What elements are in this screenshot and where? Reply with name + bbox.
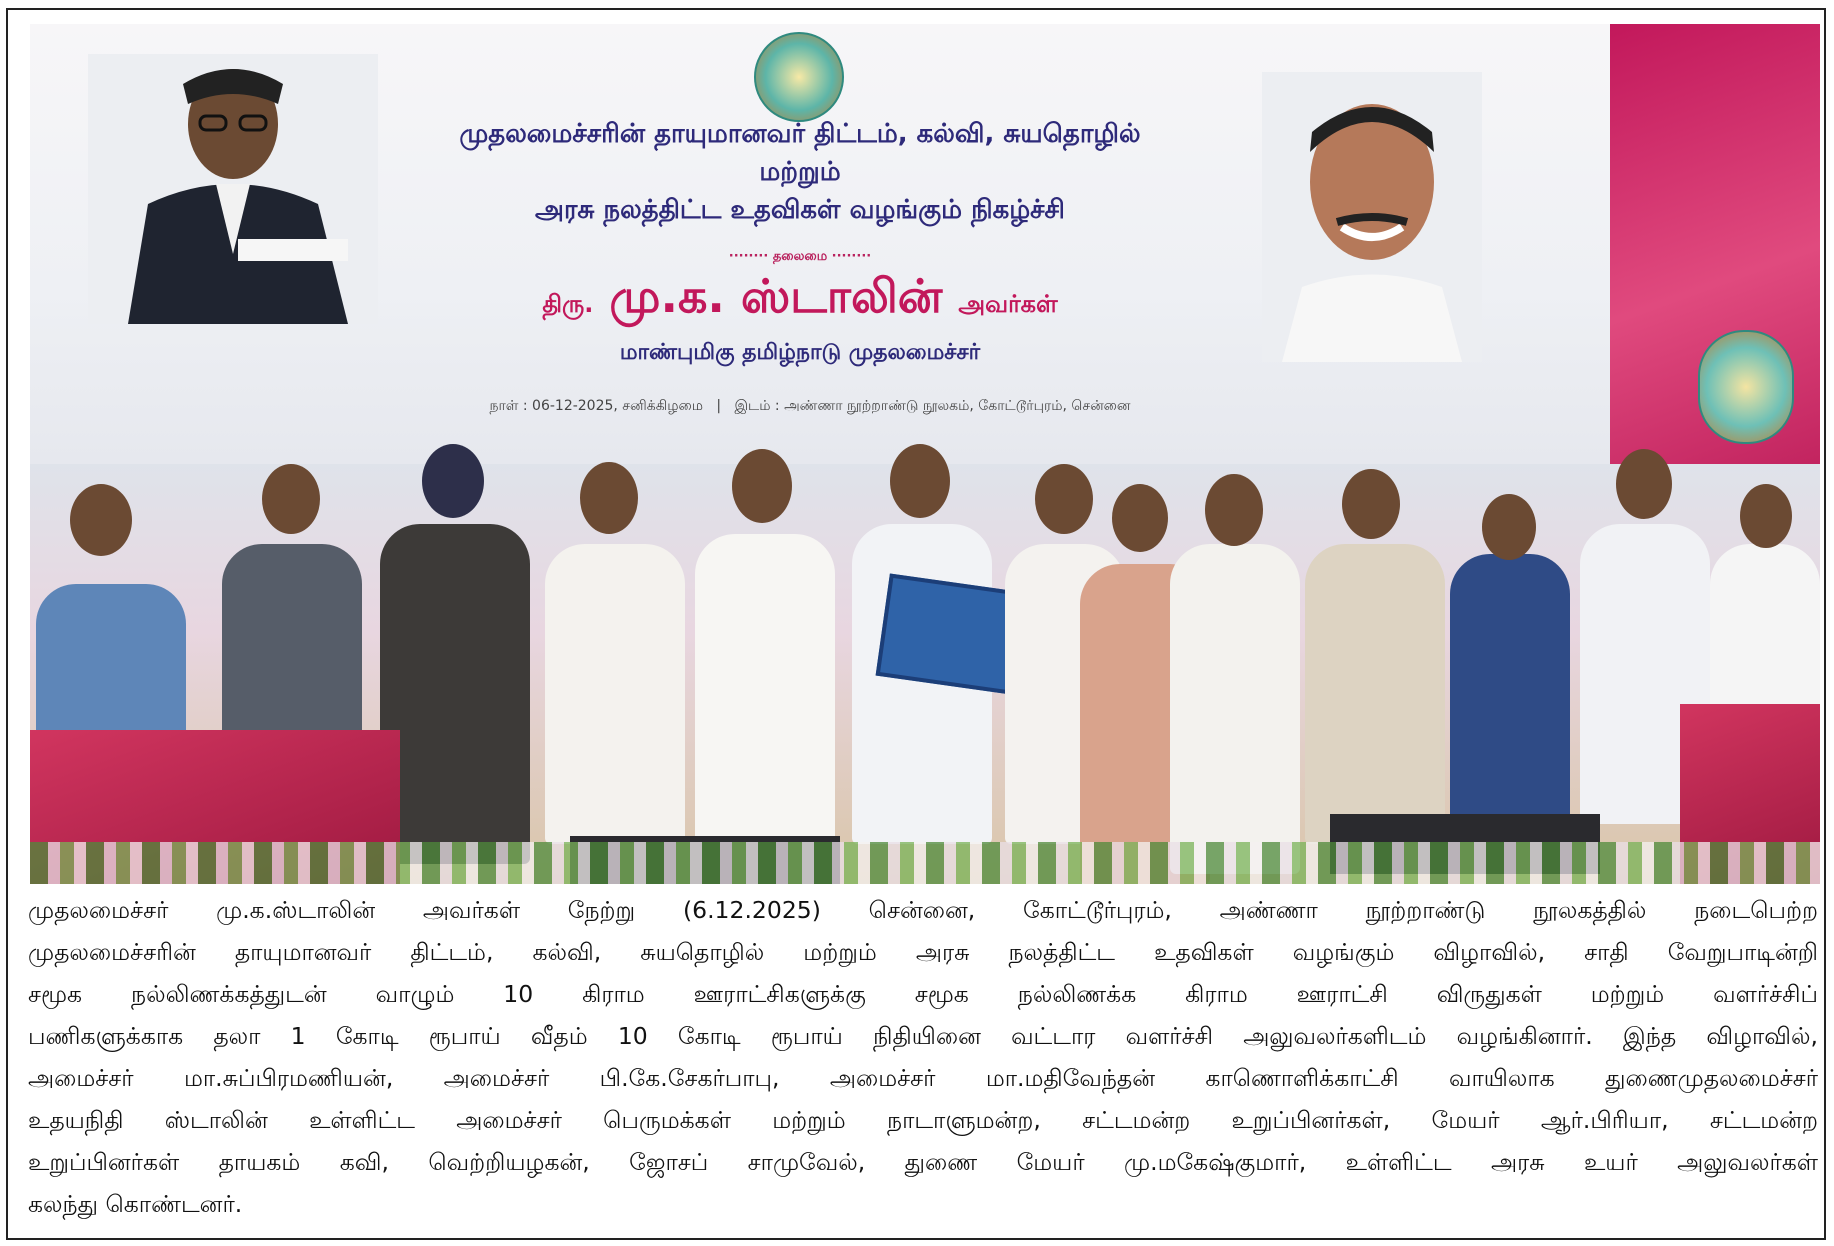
caption-line: உறுப்பினர்கள் தாயகம் கவி, வெற்றியழகன், ஜோசப் சாமுவேல், துணை மேயர் மு.மகேஷ்குமார், உள்ளிட்ட அரசு உயர் அலுவலர்கள் [28,1148,1818,1176]
caption-line: முதலமைச்சரின் தாயுமானவர் திட்டம், கல்வி, சுயதொழில் மற்றும் அரசு நலத்திட்ட உதவிகள் வழங்கும் விழாவில், சாதி வேறுபாடின்றி [28,938,1818,966]
person-3 [380,524,530,864]
person-11-head [1482,494,1536,560]
caption-line: உதயநிதி ஸ்டாலின் உள்ளிட்ட அமைச்சர் பெருமக்கள் மற்றும் நாடாளுமன்ற, சட்டமன்ற உறுப்பினர்கள், மேயர் ஆர்.பிரியா, சட்டமன்ற [28,1106,1818,1134]
person-9-head [1205,474,1263,546]
name-prefix: திரு. [542,290,594,318]
banner-presided-label: ········ தலைமை ········ [728,249,872,264]
date-line: நாள் : 06-12-2025, சனிக்கிழமை [489,398,704,414]
person-10 [1305,544,1445,844]
person-11 [1450,554,1570,844]
chief-guest-name: மு.க. ஸ்டாலின் [609,269,943,323]
portrait-right [1262,72,1482,362]
banner-title-line2: மற்றும் [759,157,841,187]
person-6-head [890,444,950,518]
person-1-head [70,484,132,556]
person-4-head [580,462,638,534]
caption-line: கலந்து கொண்டனர். [28,1190,243,1218]
government-seal-icon [754,32,844,122]
caption-line: அமைச்சர் மா.சுப்பிரமணியன், அமைச்சர் பி.கே.சேகர்பாபு, அமைச்சர் மா.மதிவேந்தன் காணொளிக்காட்சி வாயிலாக துணைமுதலமைச்சர் [28,1064,1818,1092]
banner-title-line3: அரசு நலத்திட்ட உதவிகள் வழங்கும் நிகழ்ச்சி [535,195,1065,225]
person-8-head [1112,484,1168,552]
presided-text: தலைமை [772,249,828,264]
person-2-head [262,464,320,534]
person-10-head [1342,469,1400,539]
portrait-left [88,54,378,324]
news-clipping-frame [6,8,1826,1240]
venue-line: இடம் : அண்ணா நூற்றாண்டு நூலகம், கோட்டூர்புரம், சென்னை [734,398,1131,414]
person-12-head [1616,449,1672,519]
banner-designation: மாண்புமிகு தமிழ்நாடு முதலமைச்சர் [619,340,981,365]
caption-line: முதலமைச்சர் மு.க.ஸ்டாலின் அவர்கள் நேற்று (6.12.2025) சென்னை, கோட்டூர்புரம், அண்ணா நூற்றாண்டு நூலகத்தில் நடைபெற்ற [28,896,1818,924]
name-suffix: அவர்கள் [958,290,1058,318]
person-5-head [732,449,792,523]
floor-decoration [30,842,1820,884]
event-photo [30,24,1820,884]
person-13-head [1740,484,1792,548]
person-4 [545,544,685,844]
caption-line: சமூக நல்லிணக்கத்துடன் வாழும் 10 கிராம ஊராட்சிகளுக்கு சமூக நல்லிணக்க கிராம ஊராட்சி விருதுகள் மற்றும் வளர்ச்சிப் [28,980,1818,1008]
government-seal-right-icon [1698,330,1794,444]
caption-line: பணிகளுக்காக தலா 1 கோடி ரூபாய் வீதம் 10 கோடி ரூபாய் நிதியினை வட்டார வளர்ச்சி அலுவலர்களிடம் வழங்கினார். இந்த விழாவில், [28,1022,1818,1050]
banner-title-line1: முதலமைச்சரின் தாயுமானவர் திட்டம், கல்வி, சுயதொழில் [459,119,1141,149]
person-7-head [1035,464,1093,534]
banner-chief-guest [360,269,1240,330]
person-9 [1170,544,1300,874]
person-5 [695,534,835,844]
person-3-head [422,444,484,518]
banner-date-venue: நாள் : 06-12-2025, சனிக்கிழமை | இடம் : அண்ணா நூற்றாண்டு நூலகம், கோட்டூர்புரம், சென்னை [489,398,1131,414]
